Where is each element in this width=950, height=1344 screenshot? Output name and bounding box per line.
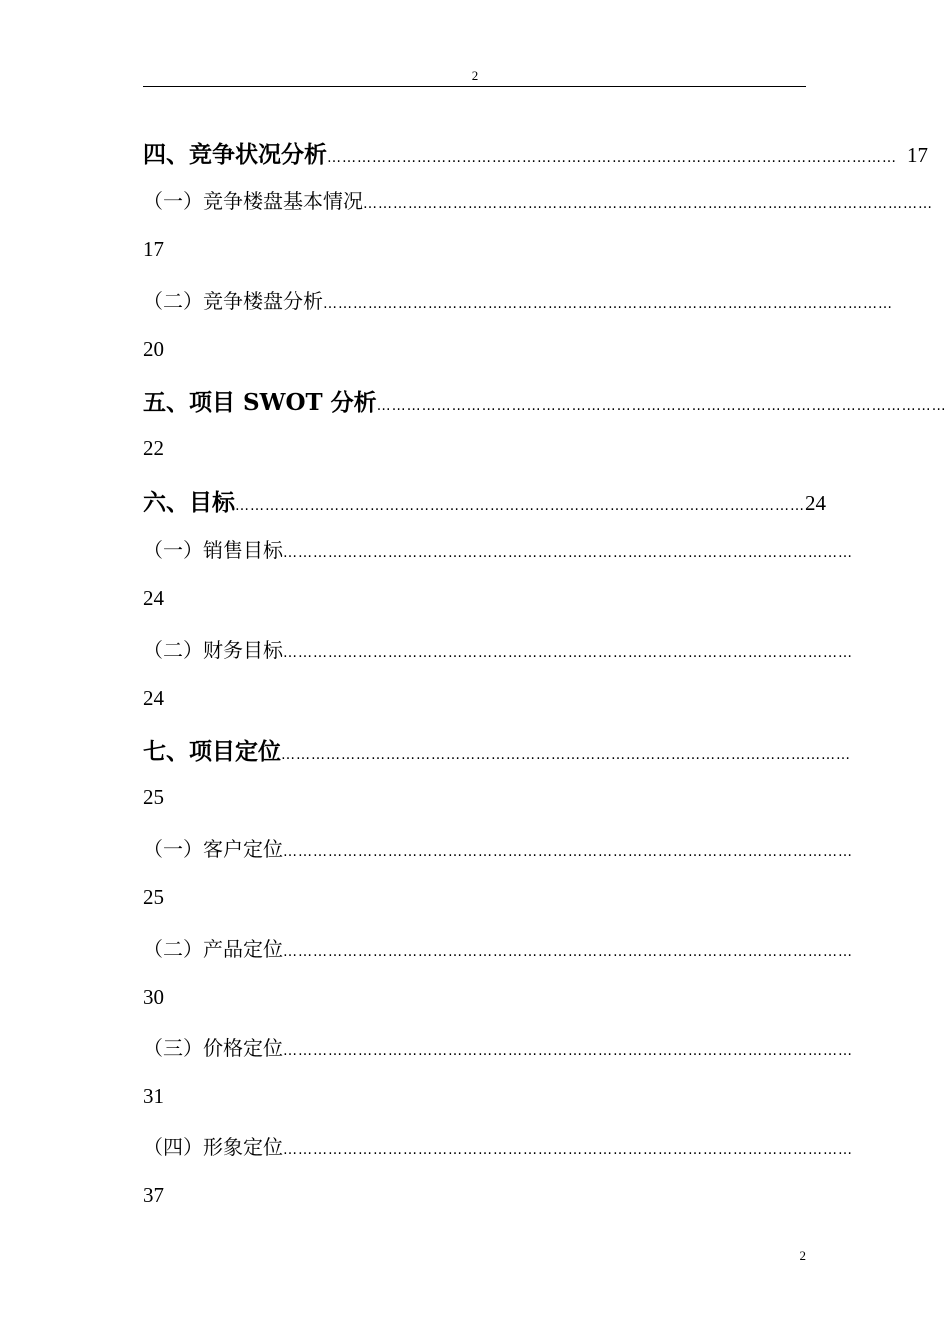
toc-entry-financial-goals[interactable] bbox=[143, 634, 853, 666]
toc-entry-title: （一）销售目标 bbox=[143, 538, 283, 562]
toc-entry-title: （二）产品定位 bbox=[143, 937, 283, 961]
toc-entry-sales-goals[interactable] bbox=[143, 534, 853, 566]
toc-entry-page: 25 bbox=[143, 785, 164, 809]
toc-entry-page: 20 bbox=[143, 337, 164, 361]
toc-leader-dots: …………………………………………………………………………………………………… bbox=[323, 296, 893, 312]
toc-entry-competition-analysis[interactable] bbox=[143, 136, 928, 168]
toc-entry-page: 17 bbox=[143, 237, 164, 261]
toc-entry-project-positioning[interactable] bbox=[143, 733, 851, 765]
toc-entry-page: 22 bbox=[143, 436, 164, 460]
toc-leader-dots: …………………………………………………………………………………………………… bbox=[283, 545, 853, 561]
toc-entry-page: 24 bbox=[143, 586, 164, 610]
toc-entry-page: 30 bbox=[143, 985, 164, 1009]
toc-entry-title: （四）形象定位 bbox=[143, 1135, 283, 1159]
toc-entry-price-positioning[interactable] bbox=[143, 1032, 853, 1064]
footer-page-number: 2 bbox=[799, 1248, 806, 1263]
toc-leader-dots: …………………………………………………………………………………………………… bbox=[281, 747, 851, 763]
toc-entry-title: 五、项目 SWOT 分析 bbox=[143, 389, 377, 416]
toc-entry-title: （一）客户定位 bbox=[143, 837, 283, 861]
toc-entry-page: 24 bbox=[805, 491, 826, 515]
toc-entry-page: 37 bbox=[143, 1183, 164, 1207]
toc-entry-title: 七、项目定位 bbox=[143, 738, 281, 765]
toc-entry-image-positioning[interactable] bbox=[143, 1131, 853, 1163]
toc-leader-dots: …………………………………………………………………………………………………… bbox=[327, 150, 897, 166]
header-page-number: 2 bbox=[471, 68, 479, 83]
toc-entry-swot-analysis[interactable] bbox=[143, 384, 947, 416]
toc-entry-title: （二）财务目标 bbox=[143, 638, 283, 662]
toc-entry-title: 四、竞争状况分析 bbox=[143, 141, 327, 168]
toc-leader-dots: …………………………………………………………………………………………………… bbox=[235, 498, 805, 514]
toc-leader-dots: …………………………………………………………………………………………………… bbox=[283, 645, 853, 661]
toc-entry-title: （三）价格定位 bbox=[143, 1036, 283, 1060]
toc-entry-page: 24 bbox=[143, 686, 164, 710]
toc-leader-dots: …………………………………………………………………………………………………… bbox=[283, 844, 853, 860]
header-rule bbox=[143, 86, 806, 87]
toc-entry-title: （一）竞争楼盘基本情况 bbox=[143, 189, 363, 213]
toc-leader-dots: …………………………………………………………………………………………………… bbox=[376, 398, 947, 414]
toc-entry-page: 17 bbox=[907, 143, 928, 167]
toc-entry-goals[interactable] bbox=[143, 484, 826, 516]
toc-entry-customer-positioning[interactable] bbox=[143, 833, 853, 865]
toc-entry-title: 六、目标 bbox=[143, 489, 235, 516]
toc-leader-dots: …………………………………………………………………………………………………… bbox=[283, 1142, 853, 1158]
toc-leader-dots: …………………………………………………………………………………………………… bbox=[363, 196, 933, 212]
toc-entry-page: 25 bbox=[143, 885, 164, 909]
toc-entry-title: （二）竞争楼盘分析 bbox=[143, 289, 323, 313]
toc-entry-competitor-analysis[interactable] bbox=[143, 285, 893, 317]
toc-entry-competitor-basics[interactable] bbox=[143, 185, 933, 217]
toc-entry-page: 31 bbox=[143, 1084, 164, 1108]
toc-leader-dots: …………………………………………………………………………………………………… bbox=[283, 1043, 853, 1059]
toc-entry-product-positioning[interactable] bbox=[143, 933, 853, 965]
toc-leader-dots: …………………………………………………………………………………………………… bbox=[283, 944, 853, 960]
